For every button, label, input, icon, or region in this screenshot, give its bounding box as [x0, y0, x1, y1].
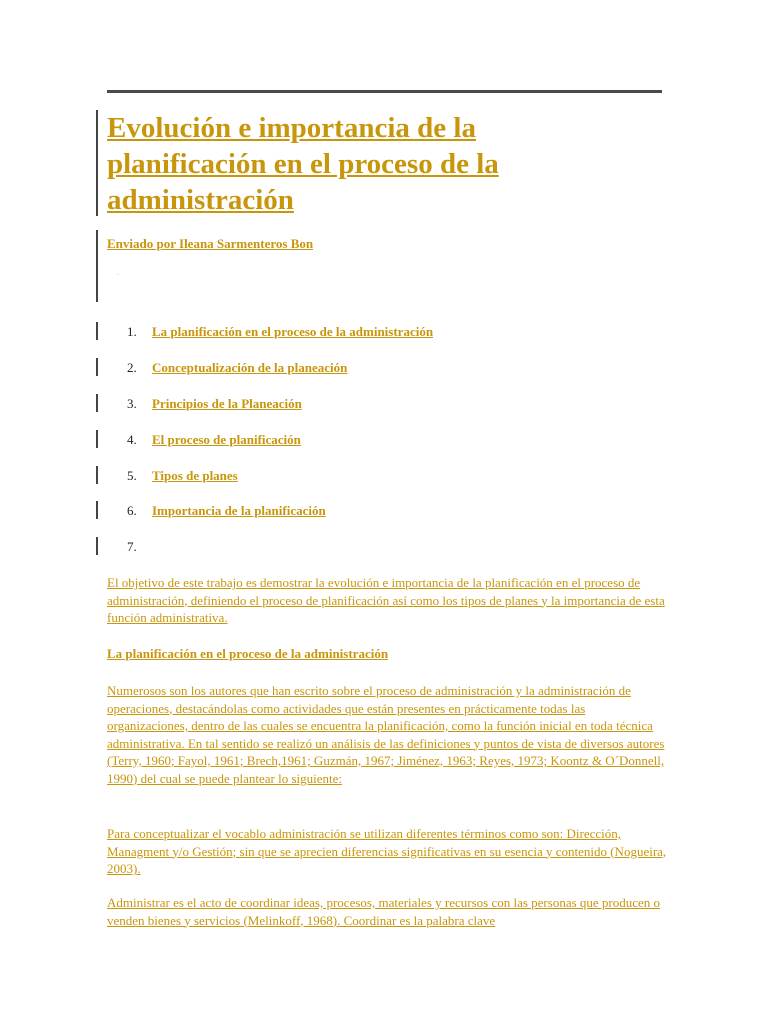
toc-link-importancia[interactable]: Importancia de la planificación	[152, 503, 326, 518]
toc-number: 4.	[127, 432, 137, 447]
toc-number: 5.	[127, 468, 137, 483]
title-line-2[interactable]: planificación en el proceso de la	[107, 148, 499, 180]
toc-number: 2.	[127, 360, 137, 375]
title-margin-bar	[96, 110, 98, 216]
bullet-dot: .	[117, 268, 119, 277]
page-title[interactable]	[107, 110, 667, 218]
toc-item-7	[0, 537, 700, 557]
toc-item-2	[0, 358, 700, 378]
toc-number: 6.	[127, 503, 137, 518]
toc-bar	[96, 394, 98, 412]
author-margin-bar	[96, 230, 98, 302]
section-heading[interactable]: La planificación en el proceso de la administración	[107, 646, 389, 661]
body-paragraph-1[interactable]: Numerosos son los autores que han escrito sobre el proceso de administración y la administración de operaciones, destacándolas como actividades que están presentes en prácticamente todas las organizaciones, dentro de las cuales se encuentra la planificación, como la función inicial en toda técnica administrativa. En tal sentido se realizó un análisis de las definiciones y puntos de vista de diversos autores (Terry, 1960; Fayol, 1961; Brech,1961; Guzmán, 1967; Jiménez, 1963; Reyes, 1973; Koontz & O´Donnell, 1990) del cual se puede plantear lo siguiente:	[107, 683, 665, 786]
toc-link-tipos[interactable]: Tipos de planes	[152, 468, 238, 483]
toc-number: 7.	[127, 539, 137, 554]
title-line-1[interactable]: Evolución e importancia de la	[107, 112, 476, 144]
toc-item-4	[0, 430, 700, 450]
toc-bar	[96, 537, 98, 555]
toc-number: 1.	[127, 324, 137, 339]
author-link[interactable]: Enviado por Ileana Sarmenteros Bon	[107, 236, 314, 251]
body-paragraph-2[interactable]: Para conceptualizar el vocablo administración se utilizan diferentes términos como son: Dirección, Managment y/o Gestión; sin que se aprecien diferencias significativas en su esencia y contenido (Nogueira, 2003).	[107, 826, 667, 876]
toc-link-conceptualizacion[interactable]: Conceptualización de la planeación	[152, 360, 348, 375]
toc-item-5	[0, 466, 700, 486]
toc-number: 3.	[127, 396, 137, 411]
toc-bar	[96, 501, 98, 519]
body-paragraph-3[interactable]: Administrar es el acto de coordinar ideas, procesos, materiales y recursos con las personas que producen o venden bienes y servicios (Melinkoff, 1968). Coordinar es la palabra clave	[107, 895, 661, 928]
toc-item-3	[0, 394, 700, 414]
toc-item-6	[0, 501, 700, 521]
intro-paragraph[interactable]: El objetivo de este trabajo es demostrar la evolución e importancia de la planificación en el proceso de administración, definiendo el proceso de planificación así como los tipos de planes y la importancia de esta función administrativa.	[107, 575, 665, 625]
toc-bar	[96, 466, 98, 484]
toc-bar	[96, 430, 98, 448]
toc-bar	[96, 358, 98, 376]
toc-bar	[96, 322, 98, 340]
title-line-3[interactable]: administración	[107, 184, 294, 216]
top-divider	[107, 90, 662, 93]
toc-link-planificacion[interactable]: La planificación en el proceso de la administración	[152, 324, 434, 339]
toc-link-principios[interactable]: Principios de la Planeación	[152, 396, 302, 411]
toc-link-proceso[interactable]: El proceso de planificación	[152, 432, 301, 447]
toc-item-1	[0, 322, 700, 342]
